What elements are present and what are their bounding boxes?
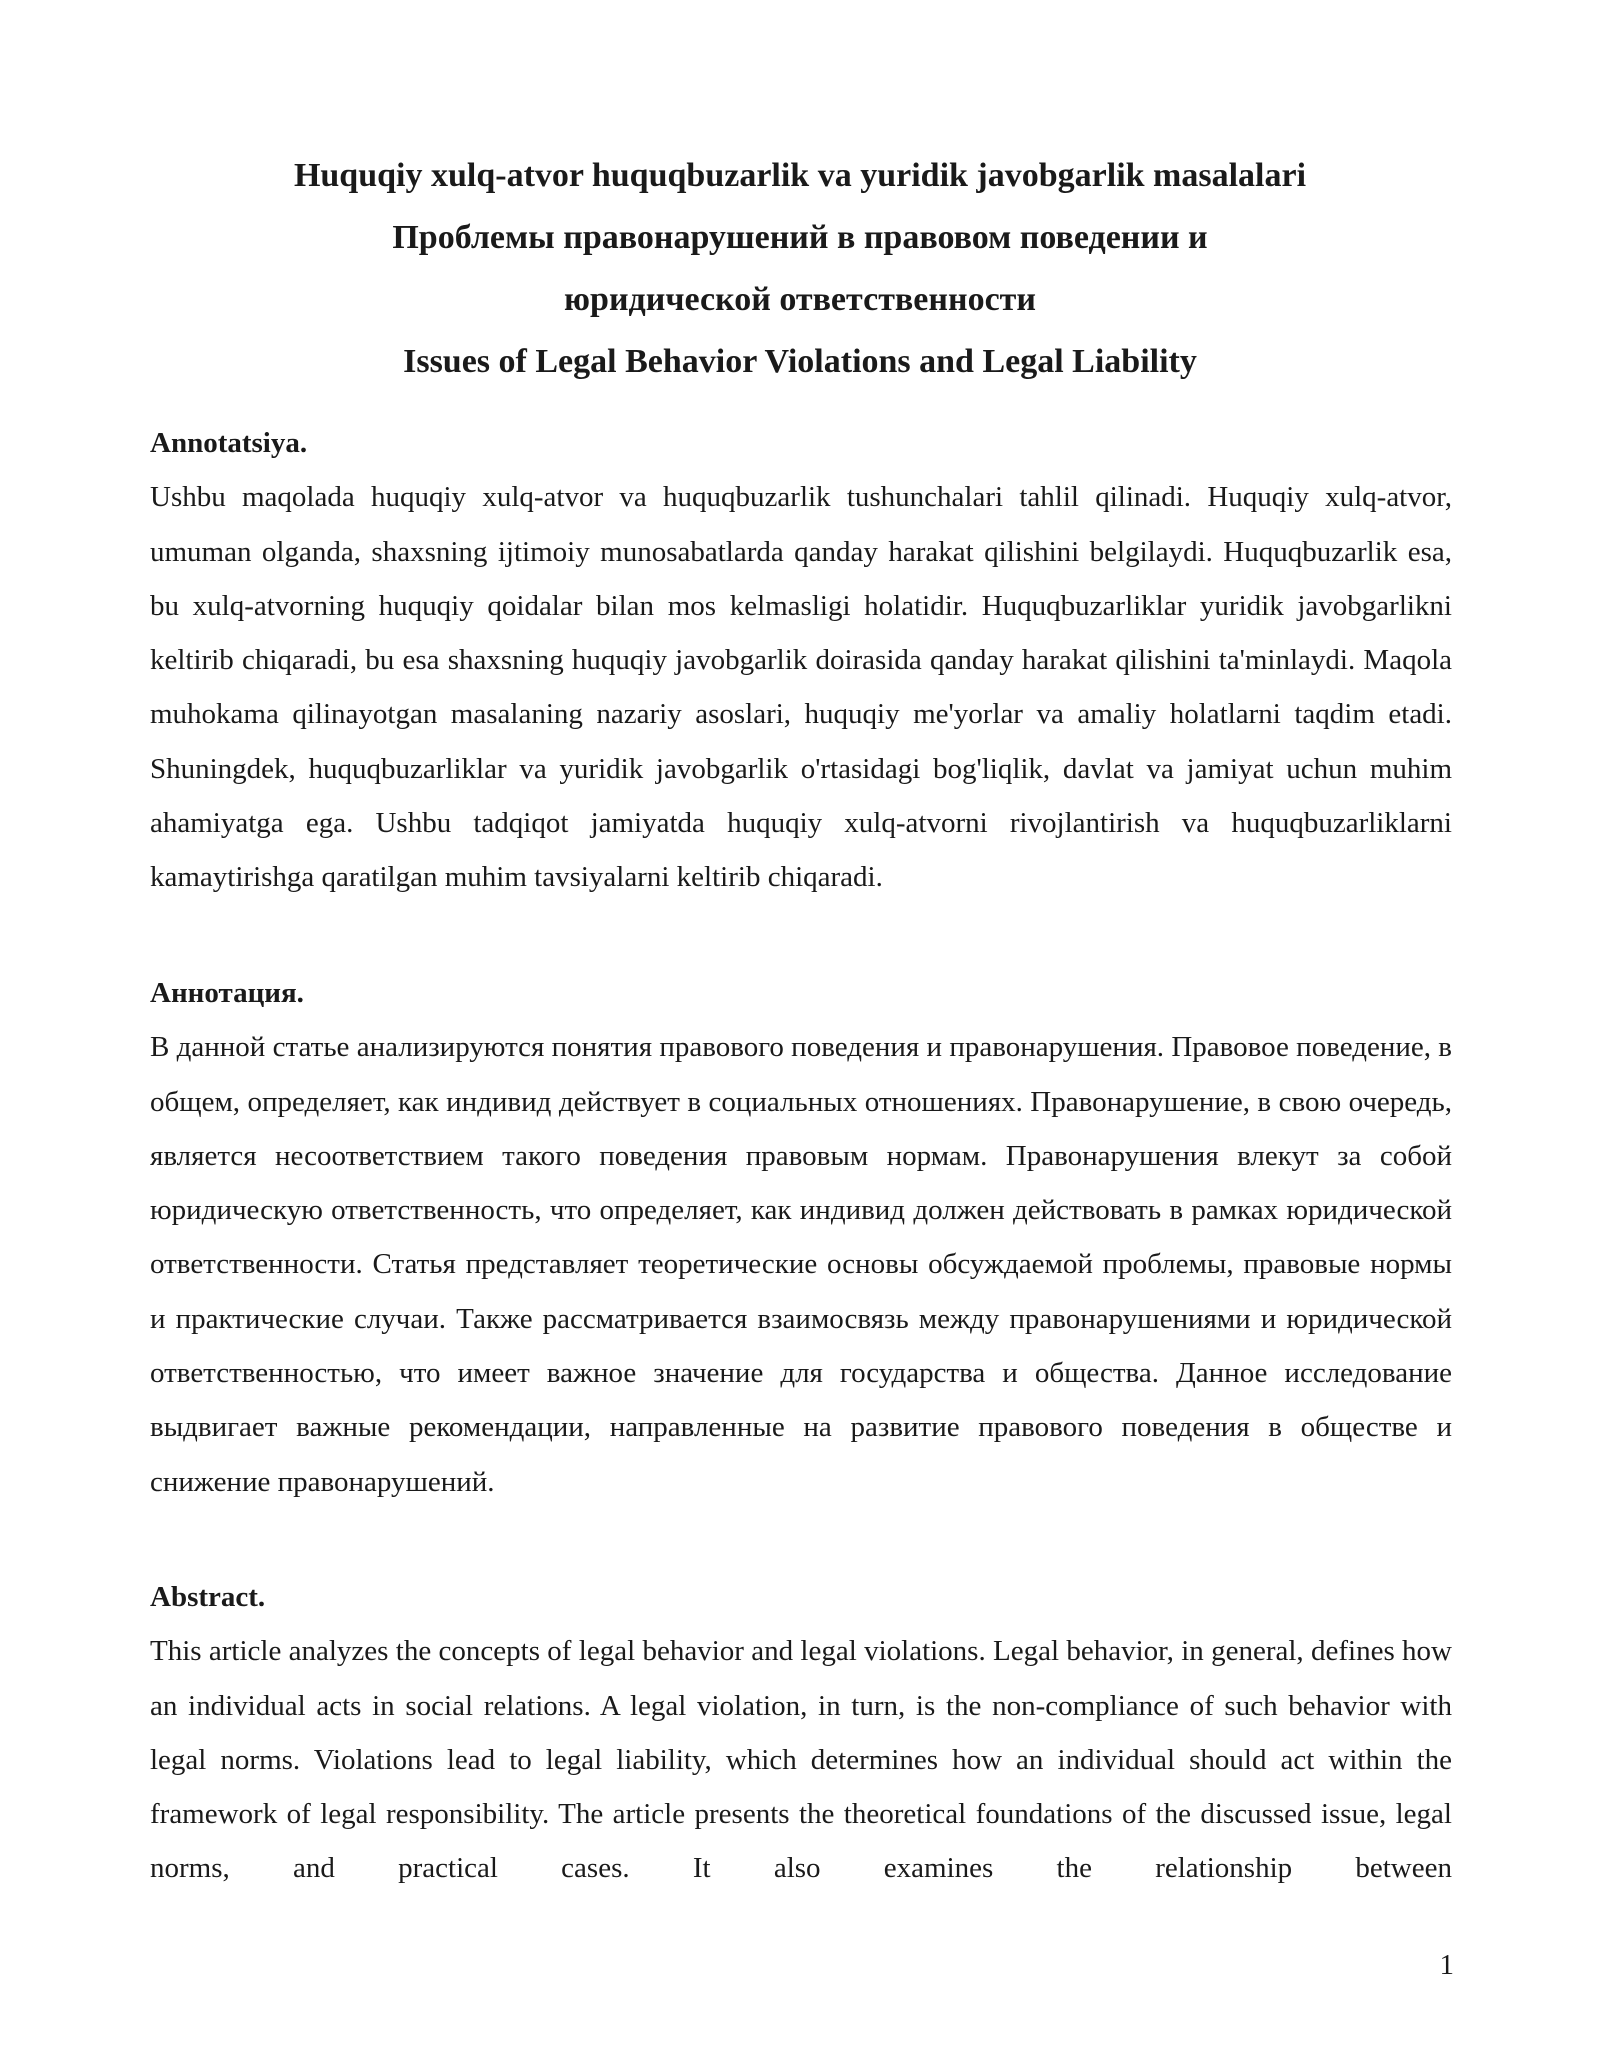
abstract-english-section	[150, 1570, 1452, 1896]
abstract-uzbek-heading: Annotatsiya.	[150, 427, 308, 459]
abstract-russian-heading: Аннотация.	[150, 977, 304, 1009]
title-block	[150, 145, 1450, 393]
title-russian: Проблемы правонарушений в правовом поведении и юридической ответственности	[392, 219, 1208, 318]
abstract-english-heading: Abstract.	[150, 1581, 266, 1613]
abstract-english-text: This article analyzes the concepts of legal behavior and legal violations. Legal behavior, in general, defines how an individual acts in social relations. A legal violation, in turn, is the non-compliance of such behavior with legal norms. Violations lead to legal liability, which determines how an individual should act within the framework of legal responsibility. The article presents the theoretical foundations of the discussed issue, legal norms, and practical cases. It also examines the relationship between	[150, 1635, 1452, 1885]
abstract-uzbek-text: Ushbu maqolada huquqiy xulq-atvor va huquqbuzarlik tushunchalari tahlil qilinadi. Huquqiy xulq-atvor, umuman olganda, shaxsning ijtimoiy munosabatlarda qanday harakat qilishini belgilaydi. Huquqbuzarlik esa, bu xulq-atvorning huquqiy qoidalar bilan mos kelmasligi holatidir. Huquqbuzarliklar yuridik javobgarlikni keltirib chiqaradi, bu esa shaxsning huquqiy javobgarlik doirasida qanday harakat qilishini ta'minlaydi. Maqola muhokama qilinayotgan masalaning nazariy asoslari, huquqiy me'yorlar va amaliy holatlarni taqdim etadi. Shuningdek, huquqbuzarliklar va yuridik javobgarlik o'rtasidagi bog'liqlik, davlat va jamiyat uchun muhim ahamiyatga ega. Ushbu tadqiqot jamiyatda huquqiy xulq-atvorni rivojlantirish va huquqbuzarliklarni kamaytirishga qaratilgan muhim tavsiyalarni keltirib chiqaradi.	[150, 481, 1452, 894]
page-number: 1	[1439, 1949, 1454, 1981]
abstract-russian-text: В данной статье анализируются понятия правового поведения и правонарушения. Правовое поведение, в общем, определяет, как индивид действует в социальных отношениях. Правонарушение, в свою очередь, является несоответствием такого поведения правовым нормам. Правонарушения влекут за собой юридическую ответственность, что определяет, как индивид должен действовать в рамках юридической ответственности. Статья представляет теоретические основы обсуждаемой проблемы, правовые нормы и практические случаи. Также рассматривается взаимосвязь между правонарушениями и юридической ответственностью, что имеет важное значение для государства и общества. Данное исследование выдвигает важные рекомендации, направленные на развитие правового поведения в обществе и снижение правонарушений.	[150, 1031, 1452, 1498]
title-english: Issues of Legal Behavior Violations and Legal Liability	[403, 343, 1197, 380]
abstract-uzbek-section	[150, 416, 1452, 905]
abstract-russian-section	[150, 966, 1452, 1509]
title-uzbek: Huquqiy xulq-atvor huquqbuzarlik va yuridik javobgarlik masalalari	[293, 157, 1307, 194]
